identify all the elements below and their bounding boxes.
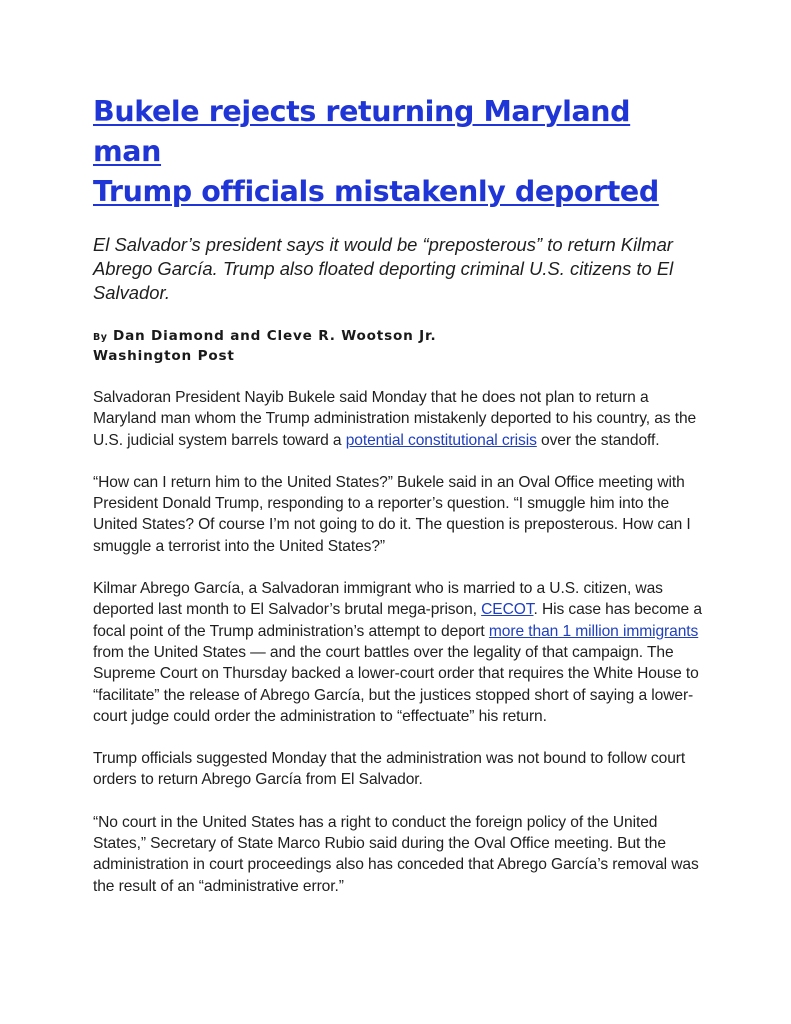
paragraph-3-text-a: Kilmar Abrego García, a Salvadoran immigrant who is married to a U.S. citizen, was deported last month to El Salvador’s brutal mega-prison, [93,580,663,619]
paragraph-3 [93,578,705,727]
paragraph-1 [93,387,705,451]
paragraph-3-text-c: from the United States — and the court battles over the legality of that campaign. The Supreme Court on Thursday backed a lower-court order that requires the White House to “facilitate” the release of Abrego García, but the justices stopped short of saying a lower-court judge could order the administration to “effectuate” his return. [93,643,699,725]
paragraph-4: Trump officials suggested Monday that the administration was not bound to follow court orders to return Abrego García from El Salvador. [93,750,686,789]
byline [93,327,705,365]
paragraph-3-text-b: . His case has become a focal point of the Trump administration’s attempt to deport [93,601,702,640]
byline-by: By [93,332,108,343]
headline-line-1: Bukele rejects returning Maryland man [93,95,631,168]
byline-publication: Washington Post [93,348,235,364]
headline [93,92,705,212]
headline-link[interactable] [93,95,659,208]
paragraph-2: “How can I return him to the United States?” Bukele said in an Oval Office meeting with President Donald Trump, responding to a reporter’s question. “I smuggle him into the United States? Of course I’m not going to do it. The question is preposterous. How can I smuggle a terrorist into the United States?” [93,473,691,555]
article-dek: El Salvador’s president says it would be “preposterous” to return Kilmar Abrego García. Trump also floated deporting criminal U.S. citizens to El Salvador. [93,234,674,303]
link-cecot[interactable]: CECOT [481,601,534,619]
paragraph-1-text-b: over the standoff. [536,431,660,449]
link-immigrants[interactable]: more than 1 million immigrants [488,622,699,640]
article-body [93,387,705,897]
byline-authors: Dan Diamond and Cleve R. Wootson Jr. [112,328,437,344]
paragraph-1-text-a: Salvadoran President Nayib Bukele said Monday that he does not plan to return a Maryland man whom the Trump administration mistakenly deported to his country, as the U.S. judicial system barrels toward a [93,389,697,449]
paragraph-5: “No court in the United States has a right to conduct the foreign policy of the United States,” Secretary of State Marco Rubio said during the Oval Office meeting. But the administration in court proceedings also has conceded that Abrego García’s removal was the result of an “administrative error.” [93,813,699,895]
link-constitutional-crisis[interactable]: potential constitutional crisis [345,431,537,449]
headline-line-2: Trump officials mistakenly deported [93,175,659,208]
article [93,92,705,918]
